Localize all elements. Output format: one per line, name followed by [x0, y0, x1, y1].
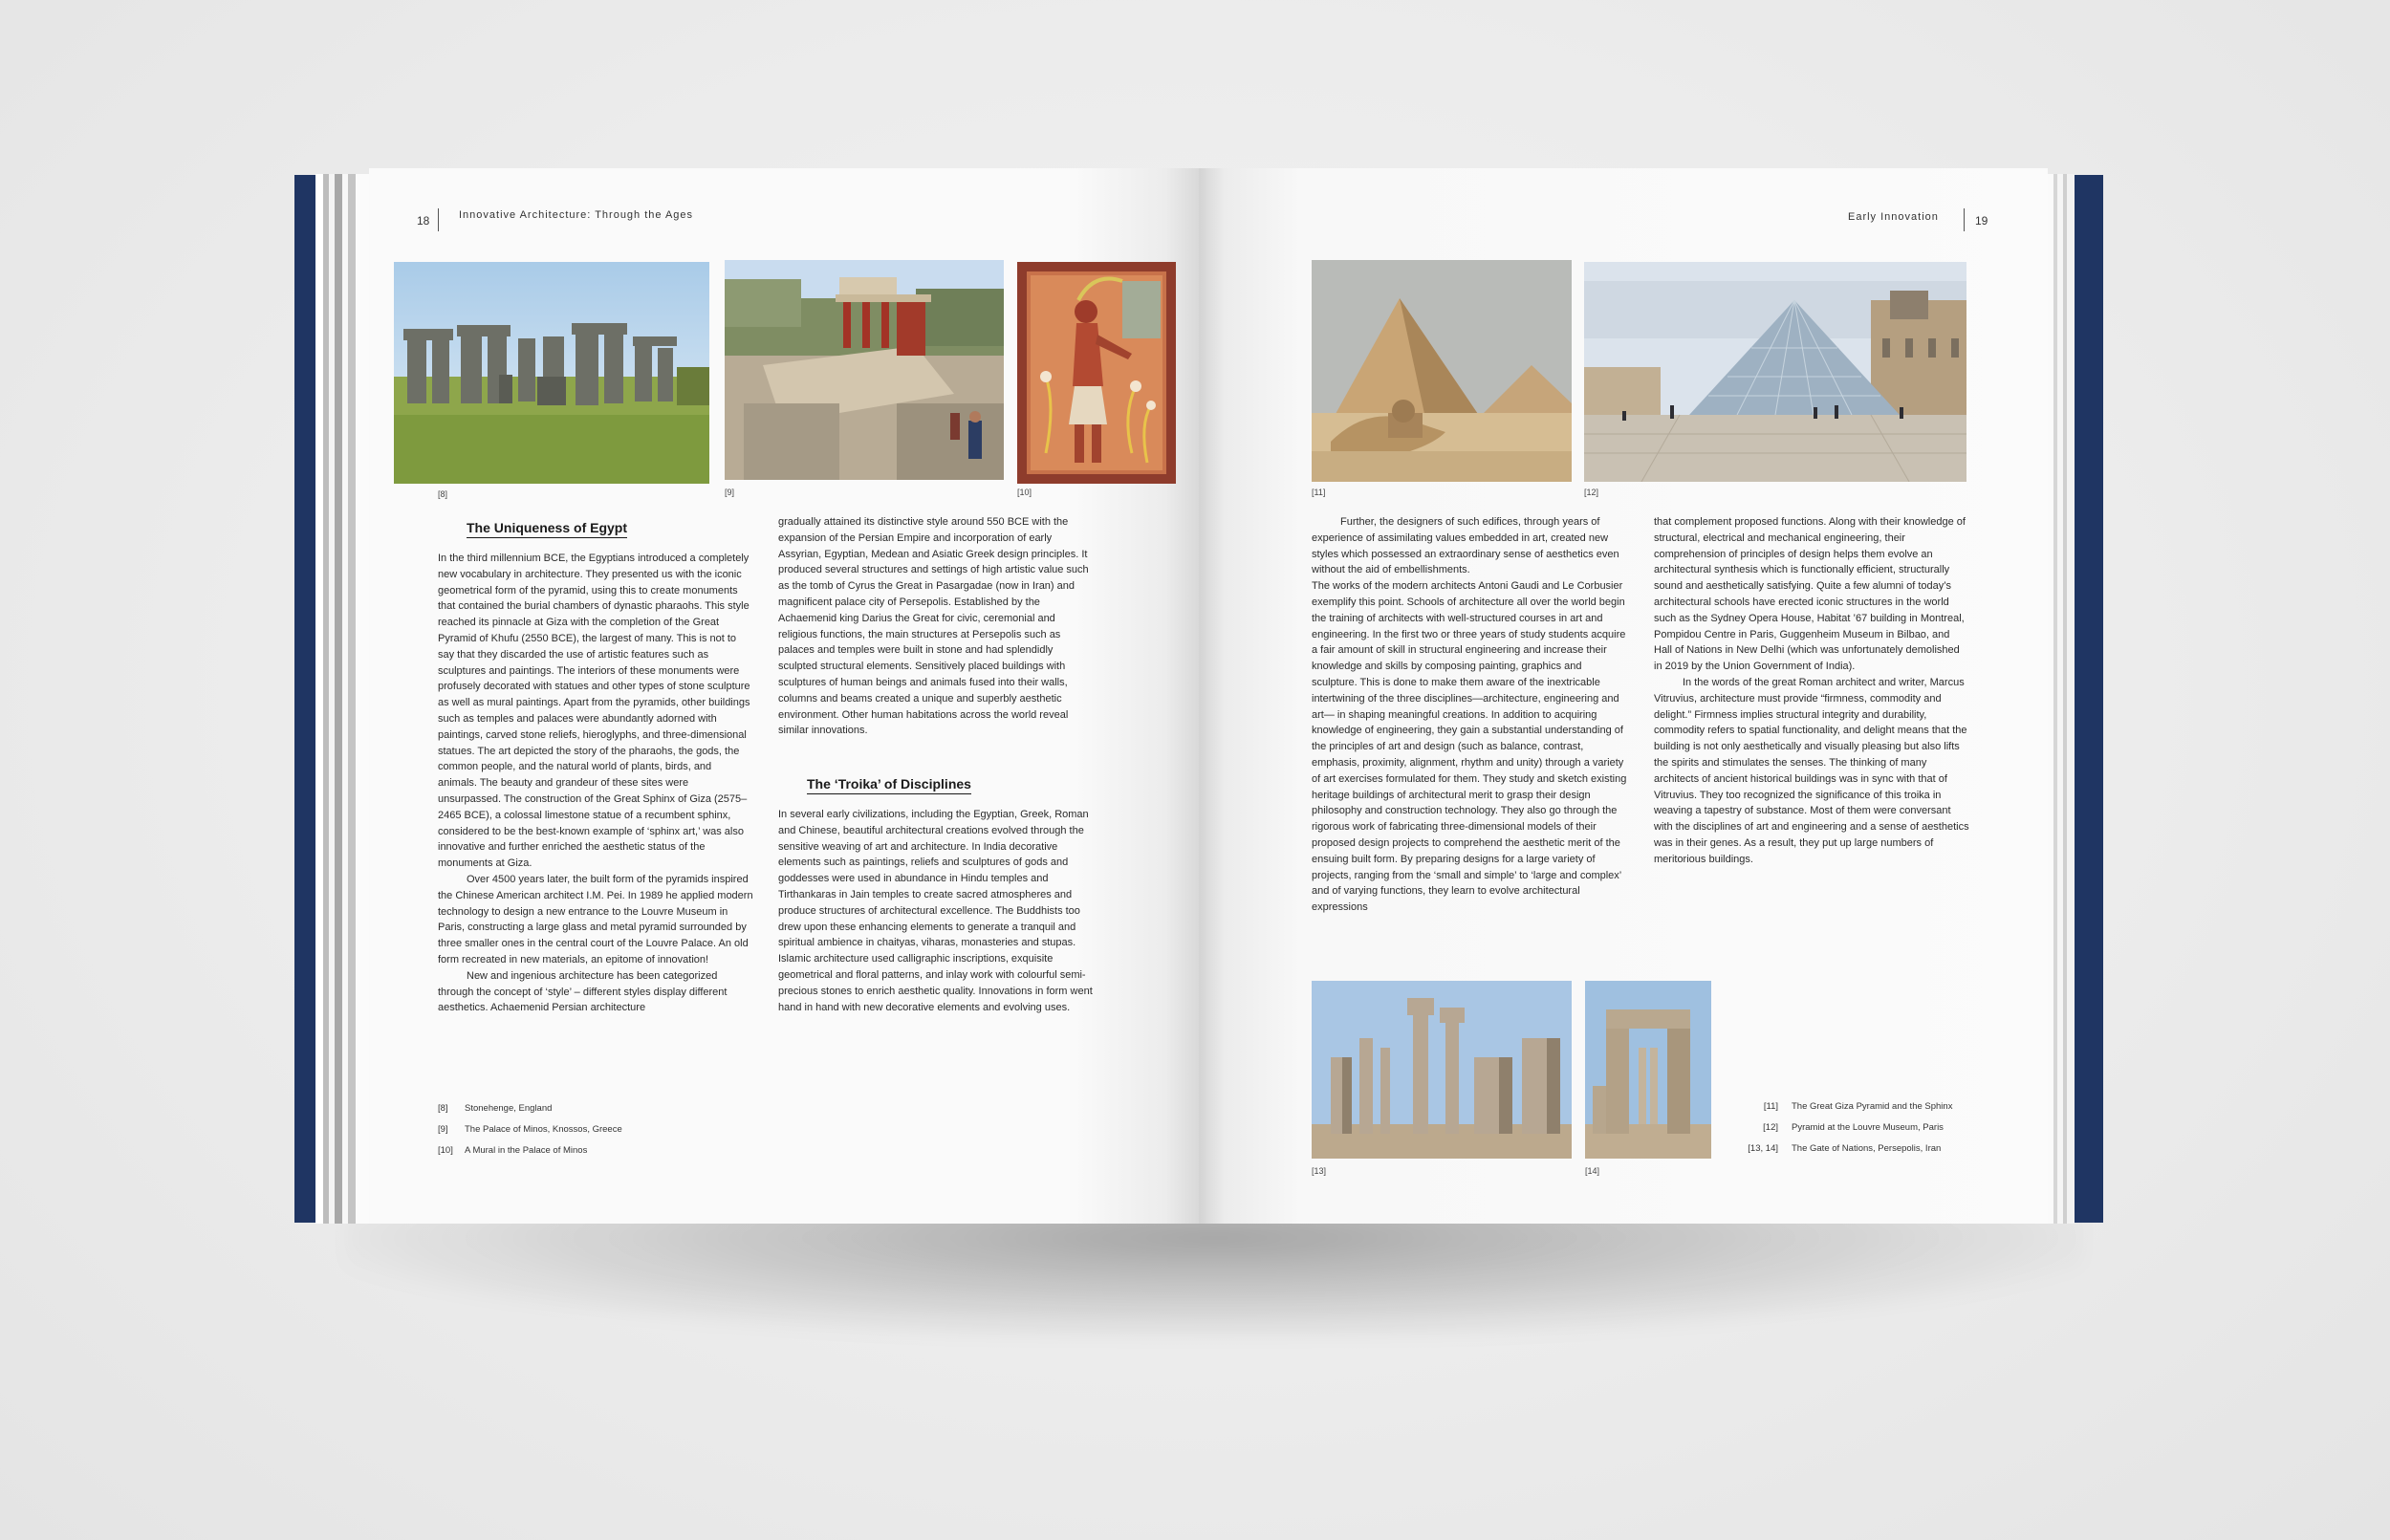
running-head-left: Innovative Architecture: Through the Ages	[459, 209, 694, 221]
heading-uniqueness-of-egypt: The Uniqueness of Egypt	[467, 520, 627, 538]
folio-rule-left	[438, 208, 439, 231]
page-number-right: 19	[1975, 214, 1988, 228]
paragraph: gradually attained its distinctive style around 550 BCE with the expansion of the Persian Empire and incorporation of early Assyrian, Egyptian, Medean and Asiatic Greek design principles. It produced several structures and settings of high artistic value such as the tomb of Cyrus the Great in Pasargadae (now in Iran) and magnificent palace city of Persepolis. Established by the Achaemenid king Darius the Great for civic, ceremonial and religious functions, the main structures at Persepolis such as palaces and temples were built in stone and had splendidly sculpted structural elements. Sensitively placed buildings with sculptures of human beings and animals fused into their walls, columns and beams created a unique and superbly aesthetic environment. Other human habitations across the world reveal similar innovations.	[778, 516, 1089, 737]
image-ref-14: [14]	[1585, 1166, 1600, 1176]
paragraph: In the words of the great Roman architect and writer, Marcus Vitruvius, architecture must provide “firmness, commodity and delight.” Firmness implies structural integrity and durability, commodity refers to spatial functionality, and delight means that the building is not only aesthetically and visually pleasing but also lifts the spirits and stimulates the senses. The thinking of many architects of ancient historical buildings was in sync with that of Vitruvius. They too recognized the significance of this troika in weaving a tapestry of substance. Most of them were conversant with the disciplines of art and engineering and a sense of aesthetics was in their genes. As a result, they put up large numbers of meritorious buildings.	[1654, 676, 1969, 865]
left-page	[369, 168, 1199, 1224]
right-text-column-1	[1312, 514, 1627, 916]
caption-row: [12] Pyramid at the Louvre Museum, Paris	[1763, 1121, 1944, 1133]
folio-rule-right	[1964, 208, 1965, 231]
image-ref-13: [13]	[1312, 1166, 1327, 1176]
page-number-left: 18	[417, 214, 430, 228]
paragraph: Further, the designers of such edifices, through years of experience of assimilating values embedded in art, created new styles which possessed an extraordinary sense of aesthetics even without the aid of embellishments.	[1312, 516, 1619, 576]
right-page	[1199, 168, 2048, 1224]
paragraph: that complement proposed functions. Along with their knowledge of structural, electrical and mechanical engineering, their comprehension of principles of design helps them evolve an architectural synthesis which is functionally efficient, structurally sound and aesthetically satisfying. Quite a few alumni of today’s architectural schools have erected iconic structures in the world such as the Sydney Opera House, Habitat ’67 building in Montreal, Pompidou Centre in Paris, Guggenheim Museum in Bilbao, and Hall of Nations in New Delhi (which was unfortunately demolished in 2019 by the Union Government of India).	[1654, 516, 1966, 673]
left-text-column-1	[438, 551, 753, 1016]
photo-gate-of-nations	[1585, 981, 1711, 1159]
paragraph: Over 4500 years later, the built form of the pyramids inspired the Chinese American architect I.M. Pei. In 1989 he applied modern technology to design a new entrance to the Louvre Museum in Paris, constructing a large glass and metal pyramid surrounded by three smaller ones in the central court of the Louvre Palace. An old form recreated in new materials, an epitome of innovation!	[438, 873, 753, 965]
image-ref-8: [8]	[438, 489, 448, 499]
photo-louvre-pyramid	[1584, 262, 1966, 482]
page-edges-left	[315, 174, 373, 1224]
paragraph: New and ingenious architecture has been categorized through the concept of ‘style’ – different styles display different aesthetics. Achaemenid Persian architecture	[438, 969, 728, 1014]
right-text-column-2	[1654, 514, 1969, 868]
paragraph: In the third millennium BCE, the Egyptians introduced a completely new vocabulary in architecture. They presented us with the iconic geometrical form of the pyramid, using this to create monuments that contained the burial chambers of dynastic pharaohs. This style reached its pinnacle at Giza with the completion of the Great Pyramid of Khufu (2550 BCE), the largest of many. This is not to say that they discarded the use of artistic features such as sculptures and paintings. The interiors of these monuments were profusely decorated with statues and other types of stone sculpture as well as mural paintings. Apart from the pyramids, other buildings such as temples and palaces were abundantly adorned with paintings, carved stone reliefs, hieroglyphs, and three-dimensional statues. The art depicted the story of the pharaohs, the gods, the common people, and the natural world of plants, birds, and animals. The beauty and grandeur of these sites were unsurpassed. The construction of the Great Sphinx of Giza (2575–2465 BCE), a colossal limestone statue of a recumbent sphinx, considered to be the best-known example of ‘sphinx art,’ was also innovative and further enriched the aesthetic status of the monuments at Giza.	[438, 553, 750, 870]
paragraph: The works of the modern architects Antoni Gaudi and Le Corbusier exemplify this point. Schools of architecture all over the world begin the training of architects with well-structured courses in art and engineering. In the first two or three years of study students acquire a fair amount of skill in structural engineering and increase their knowledge and skills by composing painting, graphics and sculpture. This is done to make them aware of the inextricable intertwining of the three disciplines—architecture, engineering and art— in shaping meaningful creations. In addition to acquiring knowledge of engineering, they gain a substantial understanding of the principles of art and design (such as balance, contrast, emphasis, proximity, alignment, rhythm and unity) through a variety of art exercises formulated for them. They study and sketch existing heritage buildings of architectural merit to grasp their design philosophy and construction technology. They also go through the rigorous work of fabricating three-dimensional models of their proposed design projects to comprehend the aesthetic merit of the ensuing built form. By preparing designs for a large variety of projects, ranging from the ‘small and simple’ to ‘large and complex’ and of varying functions, they learn to evolve architectural expressions	[1312, 580, 1627, 914]
captions-right	[1734, 1095, 1952, 1159]
paragraph: In several early civilizations, including the Egyptian, Greek, Roman and Chinese, beautiful architectural creations evolved through the sensitive weaving of art and architecture. In India decorative elements such as paintings, reliefs and sculptures of gods and goddesses were used in abundance in Hindu temples and Tirthankaras in Jain temples to create sacred atmospheres and produce structures of architectural excellence. The Buddhists too drew upon these enhancing elements to generate a tranquil and spiritual ambience in chaityas, viharas, monasteries and stupas. Islamic architecture used calligraphic inscriptions, exquisite geometrical and floral patterns, and inlay work with colourful semi-precious stones to enrich aesthetic quality. Innovations in form went hand in hand with new decorative elements and evolving uses.	[778, 809, 1093, 1013]
caption-row: [9] The Palace of Minos, Knossos, Greece	[438, 1123, 622, 1135]
running-head-right: Early Innovation	[1848, 211, 1939, 223]
captions-left	[438, 1097, 622, 1160]
page-edges-right	[2046, 174, 2075, 1224]
image-ref-12: [12]	[1584, 488, 1599, 497]
image-ref-9: [9]	[725, 488, 735, 497]
left-text-column-2	[778, 514, 1094, 739]
photo-minos-mural	[1017, 262, 1176, 484]
photo-stonehenge	[394, 262, 709, 484]
caption-row: [13, 14] The Gate of Nations, Persepolis, Iran	[1748, 1142, 1942, 1154]
caption-row: [8] Stonehenge, England	[438, 1102, 553, 1114]
photo-persepolis-columns	[1312, 981, 1572, 1159]
heading-troika-of-disciplines: The ‘Troika’ of Disciplines	[807, 776, 971, 794]
caption-row: [11] The Great Giza Pyramid and the Sphinx	[1763, 1100, 1953, 1112]
left-text-column-2b	[778, 807, 1094, 1015]
caption-row: [10] A Mural in the Palace of Minos	[438, 1144, 588, 1156]
photo-giza-pyramid-sphinx	[1312, 260, 1572, 482]
photo-palace-of-minos	[725, 260, 1004, 480]
image-ref-10: [10]	[1017, 488, 1032, 497]
image-ref-11: [11]	[1312, 488, 1326, 497]
book-cover-right	[2073, 175, 2103, 1223]
